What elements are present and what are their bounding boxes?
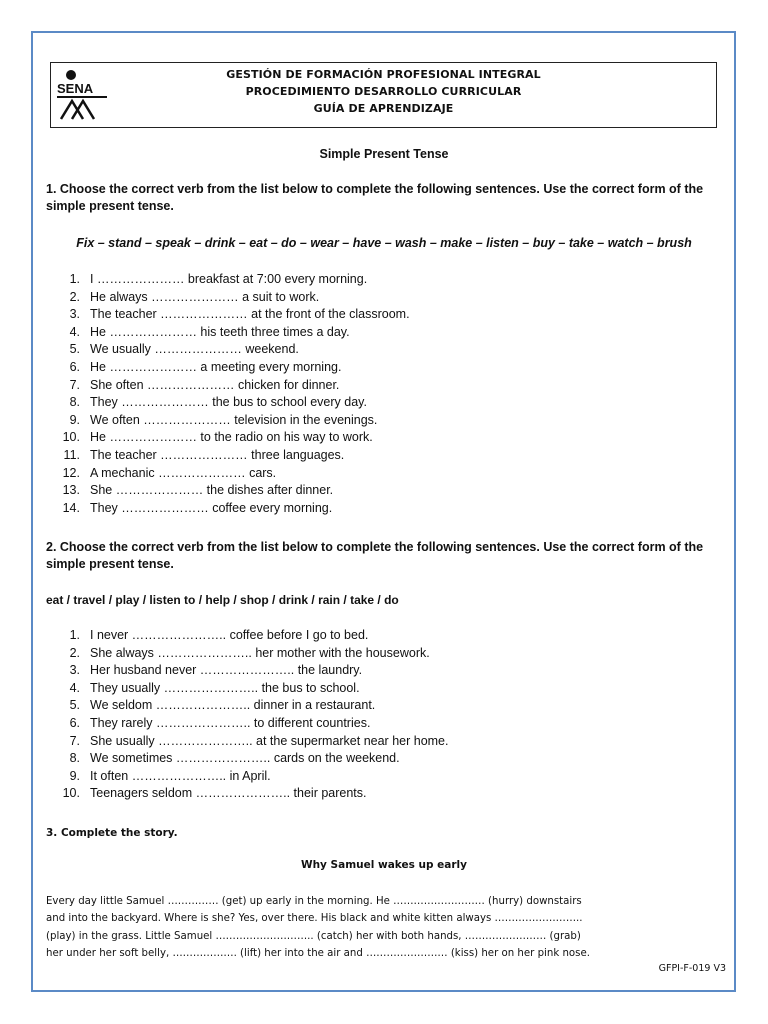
- item-number: 9.: [69, 768, 80, 783]
- item-text: Her husband never ………………….. the laundry.: [90, 663, 363, 678]
- exercise-item: [46, 680, 448, 698]
- item-number: 5.: [69, 698, 80, 713]
- item-number: 4.: [69, 324, 80, 339]
- item-number: 2.: [69, 289, 80, 304]
- item-text: I ………………… breakfast at 7:00 every morning.: [90, 272, 368, 286]
- form-code: GFPI-F-019 V3: [658, 963, 726, 974]
- section1-instruction: 1. Choose the correct verb from the list below to complete the following sentences. Use the correct form of the simple present tense.: [46, 182, 704, 213]
- exercise-item: [46, 465, 410, 483]
- exercise-item: [46, 306, 410, 324]
- item-number: 5.: [69, 342, 80, 357]
- item-text: We sometimes ………………….. cards on the weekend.: [90, 751, 400, 766]
- item-text: We seldom ………………….. dinner in a restaurant.: [90, 698, 376, 713]
- exercise-item: [46, 377, 410, 395]
- item-number: 13.: [62, 483, 80, 498]
- item-text: A mechanic ………………… cars.: [90, 465, 277, 480]
- story-line: her under her soft belly, ………………. (lift) her into the air and …………………… (kiss) her on her pink nose.: [46, 948, 590, 960]
- page-title: Simple Present Tense: [319, 147, 449, 161]
- item-text: She always ………………….. her mother with the housework.: [90, 645, 430, 660]
- item-number: 3.: [69, 307, 80, 322]
- story-line: and into the backyard. Where is she? Yes, over there. His black and white kitten always ……………………..: [46, 913, 583, 925]
- header-line-2: PROCEDIMIENTO DESARROLLO CURRICULAR: [245, 85, 522, 98]
- item-number: 11.: [63, 447, 80, 462]
- logo-text: SENA: [57, 81, 94, 96]
- section2-exercise-list: [46, 627, 448, 803]
- exercise-item: [46, 359, 410, 377]
- section1-exercise-list: [46, 271, 410, 517]
- story-title: Why Samuel wakes up early: [301, 859, 467, 871]
- item-number: 9.: [69, 412, 80, 427]
- exercise-item: [46, 627, 448, 645]
- item-number: 12.: [62, 465, 80, 480]
- item-number: 10.: [62, 430, 80, 445]
- item-number: 6.: [69, 359, 80, 374]
- story-line: (play) in the grass. Little Samuel ……………………….. (catch) her with both hands, …………………… (grab): [46, 930, 581, 942]
- exercise-item: [46, 500, 410, 518]
- item-text: Teenagers seldom ………………….. their parents.: [90, 786, 367, 801]
- item-number: 4.: [69, 680, 80, 695]
- item-text: The teacher ………………… at the front of the classroom.: [90, 307, 410, 322]
- item-number: 1.: [69, 272, 80, 286]
- item-text: He ………………… his teeth three times a day.: [90, 324, 350, 339]
- item-text: It often ………………….. in April.: [90, 768, 271, 783]
- section2-instruction: 2. Choose the correct verb from the list below to complete the following sentences. Use the correct form of the simple present tense.: [46, 540, 704, 571]
- item-text: They rarely ………………….. to different countries.: [90, 715, 371, 730]
- exercise-item: [46, 750, 448, 768]
- exercise-item: [46, 447, 410, 465]
- item-text: He always ………………… a suit to work.: [90, 289, 320, 304]
- section3-heading: 3. Complete the story.: [46, 827, 178, 839]
- item-number: 8.: [69, 751, 80, 766]
- item-number: 14.: [62, 500, 80, 515]
- item-text: They ………………… the bus to school every day.: [90, 395, 367, 410]
- exercise-item: [46, 341, 410, 359]
- exercise-item: [46, 429, 410, 447]
- item-number: 10.: [62, 786, 80, 801]
- exercise-item: [46, 697, 448, 715]
- item-number: 6.: [69, 715, 80, 730]
- exercise-item: [46, 662, 448, 680]
- exercise-item: [46, 412, 410, 430]
- exercise-item: [46, 289, 410, 307]
- section2-verb-list: eat / travel / play / listen to / help / shop / drink / rain / take / do: [46, 593, 399, 607]
- item-number: 2.: [69, 645, 80, 660]
- item-text: She ………………… the dishes after dinner.: [90, 483, 334, 498]
- story-text: [46, 893, 646, 963]
- header-line-3: GUÍA DE APRENDIZAJE: [313, 102, 454, 115]
- exercise-item: [46, 324, 410, 342]
- item-text: He ………………… a meeting every morning.: [90, 359, 342, 374]
- header-line-1: GESTIÓN DE FORMACIÓN PROFESIONAL INTEGRAL: [226, 68, 541, 81]
- exercise-item: [46, 271, 410, 289]
- exercise-item: [46, 785, 448, 803]
- exercise-item: [46, 645, 448, 663]
- item-number: 1.: [69, 628, 80, 642]
- item-text: They usually ………………….. the bus to school.: [90, 680, 360, 695]
- document-header: [50, 62, 717, 128]
- item-number: 3.: [69, 663, 80, 678]
- item-text: I never ………………….. coffee before I go to bed.: [90, 628, 369, 642]
- item-text: We usually ………………… weekend.: [90, 342, 299, 357]
- item-text: They ………………… coffee every morning.: [90, 500, 333, 515]
- item-number: 8.: [69, 395, 80, 410]
- story-line: Every day little Samuel …………… (get) up early in the morning. He ……………………… (hurry) downstairs: [46, 896, 582, 907]
- exercise-item: [46, 733, 448, 751]
- item-text: We often ………………… television in the evenings.: [90, 412, 378, 427]
- exercise-item: [46, 394, 410, 412]
- item-text: He ………………… to the radio on his way to work.: [90, 430, 373, 445]
- item-number: 7.: [69, 377, 80, 392]
- exercise-item: [46, 482, 410, 500]
- item-text: She usually ………………….. at the supermarket near her home.: [90, 733, 449, 748]
- item-text: She often ………………… chicken for dinner.: [90, 377, 340, 392]
- exercise-item: [46, 715, 448, 733]
- item-number: 7.: [69, 733, 80, 748]
- exercise-item: [46, 768, 448, 786]
- item-text: The teacher ………………… three languages.: [90, 447, 345, 462]
- section1-verb-list: Fix – stand – speak – drink – eat – do – wear – have – wash – make – listen – buy – take – watch – brush: [76, 236, 692, 250]
